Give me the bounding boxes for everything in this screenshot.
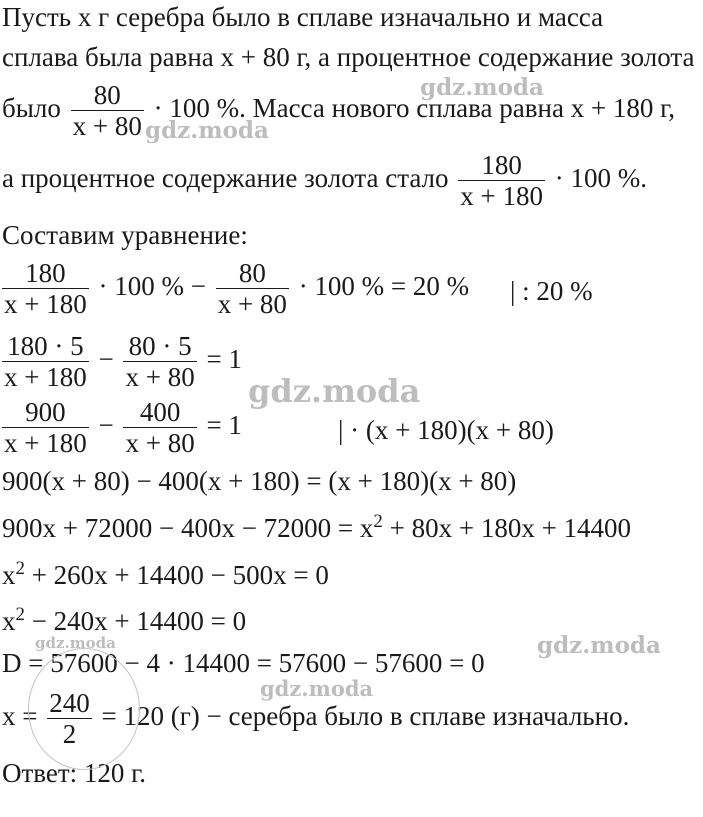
equation-operator: − [98,409,114,440]
watermark: gdz.moda [145,117,269,144]
watermark-circle [28,648,140,770]
equation-part: 900x + 72000 − 400x − 72000 = x [2,513,374,543]
exponent: 2 [15,558,25,579]
fraction-denominator: 2 [62,719,77,750]
text-line-3 [2,80,675,141]
fraction-denominator: x + 180 [4,289,87,320]
fraction-80-over-x-plus-80 [71,80,144,141]
section-heading: Составим уравнение: [2,220,248,250]
watermark: gdz.moda [537,632,661,659]
fraction-denominator: x + 180 [4,362,87,393]
watermark: gdz.moda [420,74,544,101]
fraction-numerator: 80 [216,258,289,289]
fraction-denominator: x + 180 [460,181,543,212]
fraction-numerator: 80 · 5 [123,331,196,362]
equation-part: x = [2,700,38,731]
equation-1-note: | : 20 % [510,276,593,306]
equation-operator: − [98,343,114,374]
equation-operator: = 1 [206,409,242,440]
answer-line: Ответ: 120 г. [2,758,146,788]
fraction [123,331,196,392]
fraction-numerator: 400 [123,397,196,428]
watermark: gdz.moda [248,372,421,410]
equation-part: x [2,606,16,636]
text-line-2: сплава была равна x + 80 г, а процентное содержание золота [2,42,695,72]
equation-operator: · 100 % − [98,270,206,301]
equation-1 [2,258,469,319]
fraction-numerator: 180 [458,150,545,181]
fraction-numerator: 900 [2,397,89,428]
discriminant-line: D = 57600 − 4 · 14400 = 57600 − 57600 = 0 [2,648,485,678]
equation-part: = 120 (г) − серебра было в сплаве изначально. [101,700,630,731]
fraction-numerator: 180 [2,258,89,289]
text-line-4-post: · 100 %. [554,162,647,193]
equation-3 [2,397,242,458]
equation-part: + 80x + 180x + 14400 [382,513,632,543]
equation-6 [2,560,329,589]
fraction-denominator: x + 80 [125,362,195,393]
text-line-4-pre: а процентное содержание золота стало [2,162,449,193]
fraction-denominator: x + 80 [125,428,195,459]
fraction-180-over-x-plus-180 [458,150,545,211]
equation-4: 900(x + 80) − 400(x + 180) = (x + 180)(x + 80) [2,466,517,496]
equation-5 [2,513,631,542]
equation-3-note: | · (x + 180)(x + 80) [338,415,554,445]
fraction [2,397,89,458]
fraction [123,397,196,458]
text-line-3-pre: было [2,92,61,123]
exponent: 2 [373,511,383,532]
text-line-4 [2,150,647,211]
watermark: gdz.moda [260,676,374,701]
equation-2 [2,331,242,392]
fraction-denominator: x + 80 [217,289,287,320]
fraction-numerator: 240 [49,688,90,718]
equation-7 [2,606,246,635]
fraction [2,331,89,392]
text-line-3-post: · 100 %. Масса нового сплава равна x + 180 г, [153,92,675,123]
equation-operator: · 100 % = 20 % [298,270,470,301]
watermark: gdz.moda [35,634,116,652]
fraction-denominator: x + 180 [4,428,87,459]
fraction [2,258,89,319]
equation-operator: = 1 [206,343,242,374]
equation-part: − 240x + 14400 = 0 [24,606,247,636]
equation-part: + 260x + 14400 − 500x = 0 [24,560,329,590]
fraction-numerator: 180 · 5 [2,331,89,362]
equation-part: x [2,560,16,590]
text-line-1: Пусть x г серебра было в сплаве изначально и масса [2,2,604,32]
fraction [216,258,289,319]
exponent: 2 [15,604,25,625]
fraction-denominator: x + 80 [72,111,142,142]
fraction-numerator: 80 [71,80,144,111]
